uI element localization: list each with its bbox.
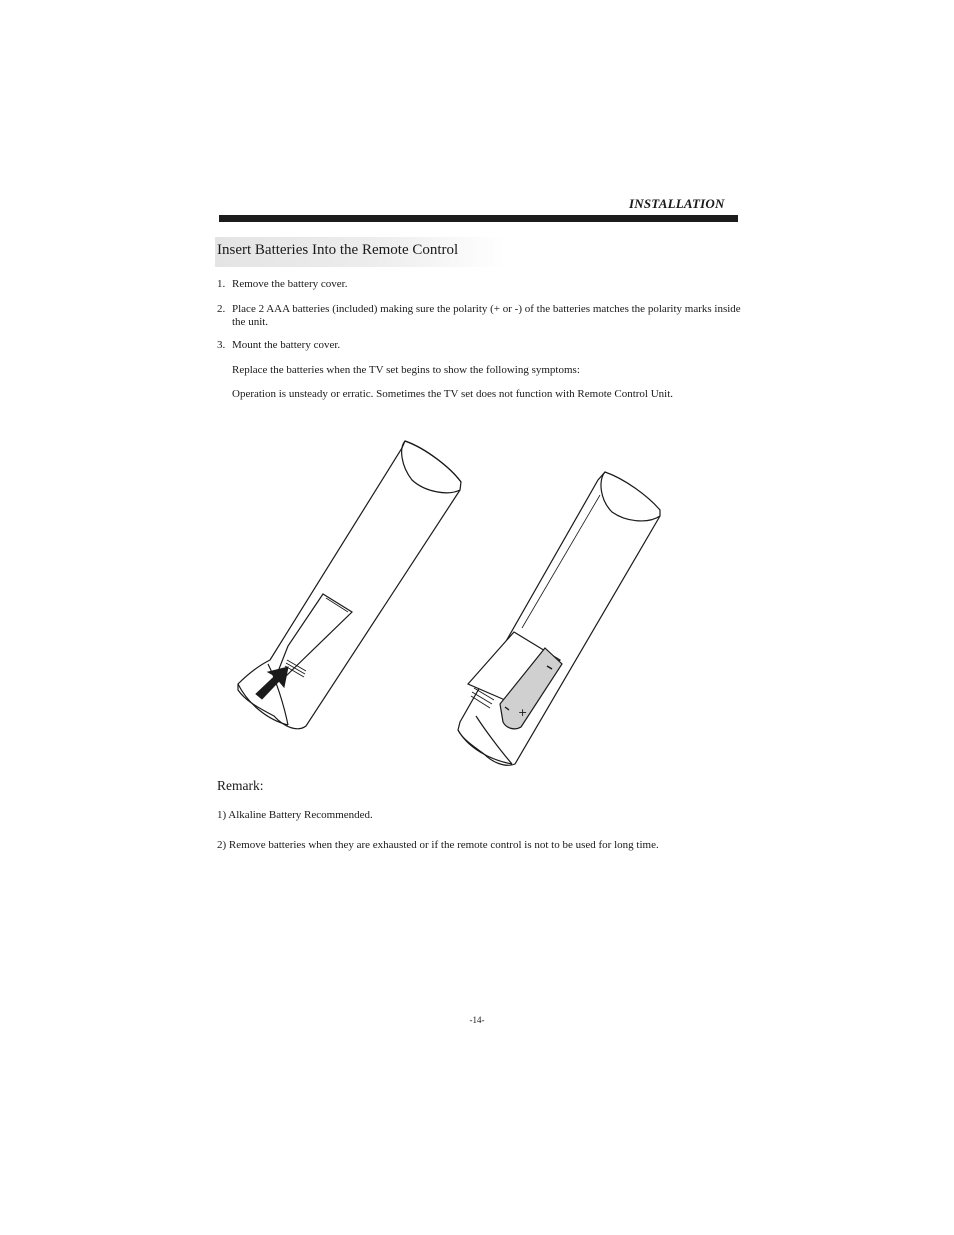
plus-sign: + bbox=[518, 706, 528, 719]
remote-back-with-arrow-icon bbox=[238, 441, 461, 729]
remark-item-2: 2) Remove batteries when they are exhausted or if the remote control is not to be used for long time. bbox=[217, 839, 659, 851]
battery-illustration bbox=[230, 432, 680, 777]
step-text: Remove the battery cover. bbox=[232, 278, 348, 290]
step-number: 2. bbox=[217, 303, 226, 315]
replace-note: Replace the batteries when the TV set begins to show the following symptoms: bbox=[232, 364, 580, 376]
header-rule bbox=[219, 215, 738, 222]
remark-title: Remark: bbox=[217, 778, 264, 793]
page-number: -14- bbox=[469, 1015, 485, 1025]
section-label: INSTALLATION bbox=[629, 196, 725, 211]
step-number: 1. bbox=[217, 278, 226, 290]
symptom-note: Operation is unsteady or erratic. Sometimes the TV set does not function with Remote Control Unit. bbox=[232, 388, 674, 400]
section-title: Insert Batteries Into the Remote Control bbox=[217, 242, 459, 258]
step-text: Place 2 AAA batteries (included) making sure the polarity (+ or -) of the batteries matches the polarity marks inside the unit. bbox=[232, 303, 741, 328]
step-text: Mount the battery cover. bbox=[232, 339, 341, 351]
step-number: 3. bbox=[217, 339, 226, 351]
remote-open-battery-compartment-icon bbox=[458, 472, 660, 765]
remark-item-1: 1) Alkaline Battery Recommended. bbox=[217, 809, 373, 821]
